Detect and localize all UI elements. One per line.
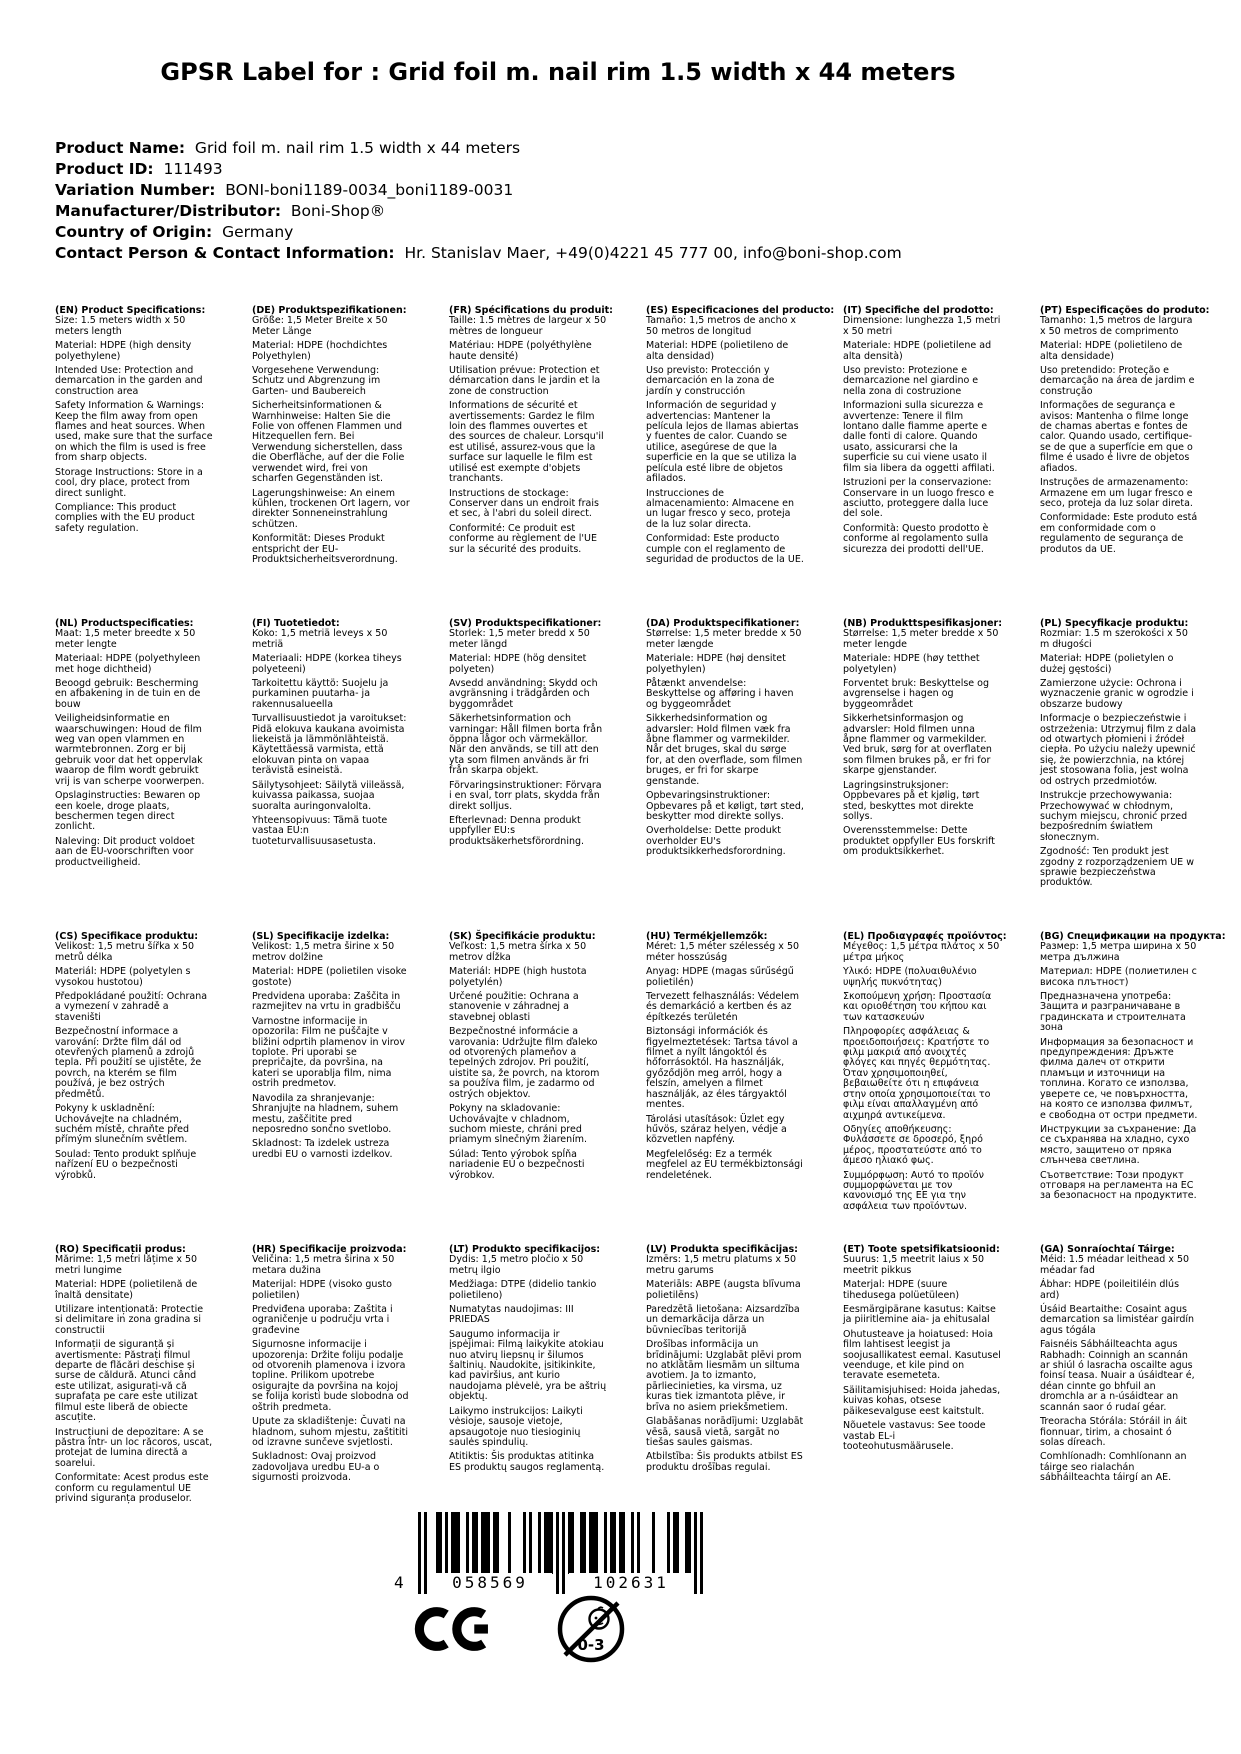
spec-paragraph: Material: HDPE (hög densitet polyeten) (449, 653, 587, 675)
spec-paragraph: Sikkerhetsinformasjon og advarsler: Hold filmen unna åpne flammer og varmekilder. Ved bruk, sørg for at overflaten som filmen brukes på, er fri for skarpe gjenstander. (843, 713, 992, 777)
spec-paragraph: Soulad: Tento produkt splňuje nařízení EU o bezpečnosti výrobků. (55, 1148, 197, 1181)
spec-heading-hr: (HR) Specifikacije proizvoda: (252, 1244, 407, 1255)
spec-paragraph: Påtænkt anvendelse: Beskyttelse og afføring i haven og byggeområdet (646, 678, 794, 710)
spec-paragraph: Súlad: Tento výrobok spĺňa nariadenie EÚ o bezpečnosti výrobkov. (449, 1148, 585, 1181)
product-info-line (55, 159, 902, 180)
spec-heading-bg: (BG) Спецификации на продукта: (1040, 931, 1226, 942)
spec-cell-nb (843, 619, 1001, 932)
product-info-line (55, 201, 902, 222)
spec-paragraph: Materiál: HDPE (polyetylen s vysokou hustotou) (55, 966, 191, 988)
spec-paragraph: Conformitate: Acest produs este conform cu regulamentul UE privind siguranța produselor. (55, 1472, 209, 1504)
spec-paragraph: Overholdelse: Dette produkt overholder EU's produktsikkerhedsforordning. (646, 825, 786, 858)
spec-paragraph: Informații de siguranță și avertismente: Păstrați filmul departe de flăcări deschise și surse de căldură. Atunci când este utilizat, asigurați-vă că suprafața pe care este utilizat filmul este liberă de obiecte ascuțite. (55, 1339, 198, 1424)
spec-paragraph: Tamanho: 1,5 metros de largura x 50 metros de comprimento (1040, 315, 1193, 337)
spec-paragraph: Tervezett felhasználás: Védelem és demarkáció a kertben és az építkezés területén (646, 991, 800, 1023)
spec-cell-hu (646, 932, 804, 1245)
spec-paragraph: Pokyny k uskladnění: Uchovávejte na chladném, suchém místě, chraňte před přímým slunečním světlem. (55, 1103, 189, 1146)
spec-paragraph: Matériau: HDPE (polyéthylène haute densité) (449, 340, 592, 362)
spec-paragraph: Materiale: HDPE (høy tetthet polyetylen) (843, 653, 980, 675)
product-info-label: Product Name: (55, 139, 186, 157)
spec-paragraph: Συμμόρφωση: Αυτό το προϊόν συμμορφώνεται με τον κανονισμό της ΕΕ για την ασφάλεια των προϊόντων. (843, 1169, 984, 1212)
spec-paragraph: Съответствие: Този продукт отговаря на регламента на ЕС за безопасност на продуктите. (1040, 1169, 1197, 1202)
spec-paragraph: Veľkost: 1,5 metra šírka x 50 metrov dĺžka (449, 941, 587, 963)
spec-paragraph: Предназначена употреба: Защита и разграничаване в градинската и строителната зона (1040, 991, 1186, 1034)
spec-paragraph: Dimensione: lunghezza 1,5 metri x 50 metri (843, 315, 1001, 337)
product-info-label: Contact Person & Contact Information: (55, 244, 395, 262)
spec-paragraph: Sikkerhedsinformation og advarsler: Hold filmen væk fra åbne flammer og varmekilder. Når det bruges, skal du sørge for, at den overflade, som filmen bruges, er fri for skarpe genstande. (646, 713, 803, 787)
spec-paragraph: Størrelse: 1,5 meter bredde x 50 meter længde (646, 628, 802, 650)
spec-paragraph: Οδηγίες αποθήκευσης: Φυλάσσετε σε δροσερό, ξηρό μέρος, προστατεύστε από το άμεσο ηλιακό φως. (843, 1123, 983, 1167)
spec-heading-fi: (FI) Tuotetiedot: (252, 618, 340, 629)
product-info-line (55, 222, 902, 243)
spec-paragraph: Material: HDPE (high density polyethylene) (55, 340, 192, 362)
spec-paragraph: Utilizare intenționată: Protectie si delimitare in zona gradina si constructii (55, 1304, 204, 1336)
spec-paragraph: Bezpečnostní informace a varování: Držte film dál od otevřených plamenů a zdrojů tepla. Při použití se ujistěte, že povrch, na kterém se film používá, je bez ostrých předmětů. (55, 1026, 202, 1100)
spec-paragraph: Sigurnosne informacije i upozorenja: Držite foliju podalje od otvorenih plamenova i izvora topline. Prilikom upotrebe osigurajte da površina na kojoj se folija koristi bude slobodna od oštrih predmeta. (252, 1339, 409, 1413)
spec-paragraph: Pokyny na skladovanie: Uchovávajte v chladnom, suchom mieste, chráni pred priamym slnečným žiarením. (449, 1103, 588, 1146)
spec-paragraph: Varnostne informacije in opozorila: Film ne puščajte v bližini odprtih plamenov in virov toplote. Pri uporabi se prepričajte, da površina, na kateri se uporablja film, nima ostrih predmetov. (252, 1015, 405, 1090)
spec-cell-el (843, 931, 1007, 1245)
spec-paragraph: Instrucciones de almacenamiento: Almacene en un lugar fresco y seco, proteja de la luz solar directa. (646, 487, 794, 530)
ean-barcode (394, 1512, 703, 1596)
spec-paragraph: Eesmärgipärane kasutus: Kaitse ja piiritlemine aia- ja ehitusalal (843, 1304, 996, 1326)
spec-cell-pt (1040, 305, 1210, 619)
spec-paragraph: Informations de sécurité et avertissements: Gardez le film loin des flammes ouvertes et des sources de chaleur. Lorsqu'il est utilisé, assurez-vous que la surface sur laquelle le film est utilisé est exempte d'objets tranchants. (449, 400, 604, 485)
spec-paragraph: Tárolási utasítások: Üzlet egy hűvös, száraz helyen, védje a közvetlen napfény. (646, 1113, 787, 1146)
spec-cell-es (646, 305, 835, 619)
spec-paragraph: Anyag: HDPE (magas sűrűségű polietilén) (646, 966, 794, 988)
spec-paragraph: Tamaño: 1,5 metros de ancho x 50 metros de longitud (646, 315, 797, 337)
spec-paragraph: Avsedd användning: Skydd och avgränsning i trädgården och byggområdet (449, 678, 598, 710)
spec-heading-nb: (NB) Produkttspesifikasjoner: (843, 618, 1003, 629)
spec-heading-es: (ES) Especificaciones del producto: (646, 305, 835, 316)
spec-paragraph: Πληροφορίες ασφάλειας & προειδοποιήσεις: Κρατήστε το φιλμ μακριά από ανοιχτές φλόγες και πηγές θερμότητας. Όταν χρησιμοποιηθεί, βεβαιωθείτε ότι η επιφάνεια στην οποία χρησιμοποιείται το φιλμ είναι απαλλαγμένη από αιχμηρά αντικείμενα. (843, 1026, 991, 1121)
spec-paragraph: Storlek: 1,5 meter bredd x 50 meter längd (449, 628, 590, 650)
product-info-line (55, 138, 902, 159)
spec-paragraph: Material: HDPE (polietilenă de înaltă densitate) (55, 1279, 198, 1301)
product-info (55, 138, 902, 264)
spec-heading-nl: (NL) Productspecificaties: (55, 618, 194, 629)
spec-cell-cs (55, 932, 213, 1245)
spec-paragraph: Overensstemmelse: Dette produktet oppfyller EUs forskrift om produktsikkerhet. (843, 825, 996, 858)
spec-paragraph: Koko: 1,5 metriä leveys x 50 metriä (252, 628, 388, 650)
spec-paragraph: Saugumo informacija ir įspėjimai: Filmą laikykite atokiau nuo atvirų liepsnų ir šilumos šaltinių. Naudokite, įsitikinkite, kad paviršius, ant kurio naudojama plėvelė, yra be aštrių objektų. (449, 1328, 607, 1403)
spec-paragraph: Efterlevnad: Denna produkt uppfyller EU:s produktsäkerhetsförordning. (449, 814, 585, 847)
spec-cell-sk (449, 932, 607, 1245)
spec-paragraph: Σκοπούμενη χρήση: Προστασία και οριοθέτηση του κήπου και των κατασκευών (843, 991, 992, 1023)
spec-paragraph: Uso previsto: Protección y demarcación en la zona de jardín y construcción (646, 365, 775, 397)
spec-paragraph: Instrukcje przechowywania: Przechowywać w chłodnym, suchym miejscu, chronić przed bezpośrednim światłem słonecznym. (1040, 790, 1188, 843)
spec-paragraph: Materjal: HDPE (suure tihedusega polüetüleen) (843, 1279, 960, 1301)
product-info-value: BONI-boni1189-0034_boni1189-0031 (215, 181, 514, 199)
spec-heading-ro: (RO) Specificații produs: (55, 1244, 186, 1255)
spec-paragraph: Materiale: HDPE (polietilene ad alta densità) (843, 340, 992, 362)
spec-paragraph: Materiale: HDPE (høj densitet polyethylen) (646, 653, 786, 675)
spec-paragraph: Numatytas naudojimas: III PRIEDAS (449, 1304, 574, 1326)
spec-heading-sl: (SL) Specifikacije izdelka: (252, 931, 390, 942)
spec-cell-pl (1040, 619, 1198, 932)
spec-paragraph: Størrelse: 1,5 meter bredde x 50 meter lengde (843, 628, 999, 650)
spec-paragraph: Materiál: HDPE (high hustota polyetylén) (449, 966, 587, 988)
spec-paragraph: Velikost: 1,5 metra širine x 50 metrov dolžine (252, 941, 395, 963)
specs-grid (55, 305, 1226, 1558)
spec-paragraph: Tarkoitettu käyttö: Suojelu ja purkaminen puutarha- ja rakennusalueella (252, 678, 389, 710)
barcode-left-digits: 058569 (428, 1573, 552, 1592)
product-info-value: 111493 (153, 160, 223, 178)
spec-paragraph: Uso pretendido: Proteção e demarcação na área de jardim e construção (1040, 365, 1195, 397)
spec-paragraph: Méid: 1.5 méadar leithead x 50 méadar fad (1040, 1254, 1190, 1276)
spec-paragraph: Intended Use: Protection and demarcation in the garden and construction area (55, 365, 203, 397)
spec-paragraph: Conformità: Questo prodotto è conforme al regolamento sulla sicurezza dei prodotti dell'UE. (843, 522, 989, 555)
spec-paragraph: Skladnost: Ta izdelek ustreza uredbi EU o varnosti izdelkov. (252, 1138, 393, 1160)
spec-paragraph: Suurus: 1,5 meetrit laius x 50 meetrit pikkus (843, 1254, 985, 1276)
product-info-label: Product ID: (55, 160, 154, 178)
spec-cell-it (843, 306, 1001, 619)
spec-paragraph: Zamierzone użycie: Ochrona i wyznaczenie granic w ogrodzie i obszarze budowy (1040, 678, 1194, 710)
spec-paragraph: Predvidena uporaba: Zaščita in razmejitev na vrtu in gradbišču (252, 991, 401, 1013)
spec-cell-ga (1040, 1245, 1198, 1558)
spec-paragraph: Comhlíonadh: Comhlíonann an táirge seo rialachán sábháilteachta táirgí an AE. (1040, 1451, 1187, 1484)
spec-heading-hu: (HU) Termékjellemzők: (646, 931, 768, 942)
spec-paragraph: Ohutusteave ja hoiatused: Hoia film lahtisest leegist ja soojusallikatest eemal. Kasutusel veenduge, et kile pind on teravate esemeteta. (843, 1328, 1001, 1382)
spec-heading-sv: (SV) Produktspecifikationer: (449, 618, 602, 629)
spec-paragraph: Turvallisuustiedot ja varoitukset: Pidä elokuva kaukana avoimista liekeistä ja lämmönlähteistä. Käytettäessä varmista, että elokuvan pinta on vapaa terävistä esineistä. (252, 713, 407, 777)
product-info-value: Hr. Stanislav Maer, +49(0)4221 45 777 00, info@boni-shop.com (394, 244, 902, 262)
spec-paragraph: Материал: HDPE (полиетилен с висока плътност) (1040, 966, 1197, 988)
spec-paragraph: Beoogd gebruik: Bescherming en afbakening in de tuin en de bouw (55, 678, 201, 710)
spec-paragraph: Informazioni sulla sicurezza e avvertenze: Tenere il film lontano dalle fiamme aperte e dalle fonti di calore. Quando usato, assicurarsi che la superficie su cui viene usato il film sia libera da oggetti affilati. (843, 400, 995, 474)
product-info-value: Grid foil m. nail rim 1.5 width x 44 meters (185, 139, 521, 157)
barcode-bar (700, 1512, 703, 1594)
spec-paragraph: Yhteensopivuus: Tämä tuote vastaa EU:n tuoteturvallisuusasetusta. (252, 814, 388, 847)
product-info-line (55, 243, 902, 264)
spec-paragraph: Информация за безопасност и предупреждения: Дръжте филма далеч от открити пламъци и източници на топлина. Когато се използва, уверете се, че повърхността, на която се използва филмът, е свободна от остри предмети. (1040, 1036, 1198, 1121)
spec-heading-de: (DE) Produktspezifikationen: (252, 305, 407, 316)
spec-paragraph: Lagringsinstruksjoner: Oppbevares på et kjølig, tørt sted, beskyttes mot direkte sollys. (843, 779, 980, 822)
spec-paragraph: Safety Information & Warnings: Keep the film away from open flames and heat sources. When used, make sure that the surface on which the film is used is free from sharp objects. (55, 400, 213, 464)
spec-paragraph: Ábhar: HDPE (poileitiléin dlús ard) (1040, 1279, 1180, 1301)
spec-paragraph: Veličina: 1,5 metra širina x 50 metara dužina (252, 1254, 395, 1276)
spec-paragraph: Drošības informācija un brīdinājumi: Uzglabāt plēvi prom no atklātām liesmām un siltuma avotiem. Ja to izmanto, pārliecinieties, ka virsma, uz kuras tiek izmantota plēve, ir brīva no asiem priekšmetiem. (646, 1339, 802, 1413)
spec-paragraph: Materiāls: ABPE (augsta blīvuma polietilēns) (646, 1279, 801, 1301)
spec-paragraph: Инструкции за съхранение: Да се съхранява на хладно, сухо място, защитено от пряка слънчева светлина. (1040, 1123, 1197, 1167)
spec-paragraph: Säilitamisjuhised: Hoida jahedas, kuivas kohas, otsese päikesevalguse eest kaitstult. (843, 1384, 1001, 1417)
product-info-line (55, 180, 902, 201)
spec-paragraph: Размер: 1,5 метра ширина x 50 метра дължина (1040, 941, 1197, 963)
spec-paragraph: Material: HDPE (polietileno de alta densidad) (646, 340, 789, 362)
spec-paragraph: Utilisation prévue: Protection et démarcation dans le jardin et la zone de construction (449, 365, 601, 397)
spec-heading-en: (EN) Product Specifications: (55, 305, 206, 316)
spec-paragraph: Předpokládané použití: Ochrana a vymezení v zahradě a staveništi (55, 991, 208, 1023)
spec-paragraph: Förvaringsinstruktioner: Förvara i en sval, torr plats, skydda från direkt solljus. (449, 779, 602, 812)
spec-paragraph: Größe: 1,5 Meter Breite x 50 Meter Länge (252, 315, 388, 337)
spec-paragraph: Predviđena uporaba: Zaštita i ograničenje u području vrta i građevine (252, 1304, 393, 1336)
spec-paragraph: Υλικό: HDPE (πολυαιθυλένιο υψηλής πυκνότητας) (843, 966, 977, 988)
spec-paragraph: Dydis: 1,5 metro pločio x 50 metrų ilgio (449, 1254, 584, 1276)
spec-paragraph: Lagerungshinweise: An einem kühlen, trockenen Ort lagern, vor direkter Sonneneinstrahlung schützen. (252, 487, 410, 530)
spec-paragraph: Conformidad: Este producto cumple con el reglamento de seguridad de productos de la UE. (646, 533, 804, 565)
spec-heading-cs: (CS) Specifikace produktu: (55, 931, 199, 942)
spec-paragraph: Sicherheitsinformationen & Warnhinweise: Halten Sie die Folie von offenen Flammen und Hitzequellen fern. Bei Verwendung sicherstellen, dass die Oberfläche, auf der die Folie verwendet wird, frei von scharfen Gegenständen ist. (252, 400, 405, 485)
spec-heading-pl: (PL) Specyfikacje produktu: (1040, 618, 1189, 629)
spec-cell-fi (252, 619, 410, 932)
spec-heading-lv: (LV) Produkta specifikācijas: (646, 1244, 798, 1255)
spec-paragraph: Informacje o bezpieczeństwie i ostrzeżenia: Utrzymuj film z dala od otwartych płomieni i źródeł ciepła. Po użyciu należy upewnić się, że powierzchnia, na której jest stosowana folia, jest wolna od ostrych przedmiotów. (1040, 713, 1197, 787)
spec-paragraph: Opslaginstructies: Bewaren op een koele, droge plaats, beschermen tegen direct zonlicht. (55, 790, 201, 833)
spec-paragraph: Materiaal: HDPE (polyethyleen met hoge dichtheid) (55, 653, 201, 675)
spec-paragraph: Veiligheidsinformatie en waarschuwingen: Houd de film weg van open vlammen en warmtebronnen. Zorg er bij gebruik voor dat het oppervlak waarop de film wordt gebruikt vrij is van scherpe voorwerpen. (55, 713, 205, 787)
spec-paragraph: Säilytysohjeet: Säilytä viileässä, kuivassa paikassa, suojaa suoralta auringonvalolta. (252, 779, 405, 812)
product-info-label: Country of Origin: (55, 223, 213, 241)
spec-heading-da: (DA) Produktspecifikationer: (646, 618, 800, 629)
spec-paragraph: Vorgesehene Verwendung: Schutz und Abgrenzung im Garten- und Baubereich (252, 365, 381, 397)
spec-paragraph: Velikost: 1,5 metru šířka x 50 metrů délka (55, 941, 195, 963)
spec-paragraph: Upute za skladištenje: Čuvati na hladnom, suhom mjestu, zaštititi od izravne sunčeve svjetlosti. (252, 1416, 409, 1448)
spec-paragraph: Bezpečnostné informácie a varovania: Udržujte film ďaleko od otvorených plameňov a tepelných zdrojov. Pri použití, uistite sa, že povrch, na ktorom sa používa film, je zadarmo od ostrých objektov. (449, 1026, 600, 1100)
spec-paragraph: Faisnéis Sábháilteachta agus Rabhadh: Coinnigh an scannán ar shiúl ó lasracha oscailte agus foinsí teasa. Nuair a úsáidtear é, déan cinnte go bhfuil an dromchla ar a n-úsáidtear an scannán saor ó rudaí géar. (1040, 1339, 1195, 1413)
spec-paragraph: Informações de segurança e avisos: Mantenha o filme longe de chamas abertas e fontes de calor. Quando usado, certifique-se de que a superfície em que o filme é usado é livre de objetos afiados. (1040, 400, 1193, 474)
spec-cell-et (843, 1245, 1001, 1558)
spec-paragraph: Materiaali: HDPE (korkea tiheys polyeteeni) (252, 653, 402, 675)
spec-paragraph: Konformität: Dieses Produkt entspricht der EU-Produktsicherheitsverordnung. (252, 533, 398, 565)
spec-heading-sk: (SK) Špecifikácie produktu: (449, 931, 596, 942)
age-warning-0-3-icon (554, 1592, 628, 1672)
spec-paragraph: Atitiktis: Šis produktas atitinka ES produktų saugos reglamentą. (449, 1451, 605, 1473)
spec-paragraph: Opbevaringsinstruktioner: Opbevares på et køligt, tørt sted, beskytter mod direkte sollys. (646, 790, 804, 822)
spec-paragraph: Mărime: 1,5 metri lățime x 50 metri lungime (55, 1254, 198, 1276)
spec-paragraph: Glabāšanas norādījumi: Uzglabāt vēsā, sausā vietā, sargāt no tiešas saules gaismas. (646, 1416, 804, 1448)
barcode-right-digits: 102631 (569, 1573, 693, 1592)
spec-paragraph: Material: HDPE (hochdichtes Polyethylen) (252, 340, 388, 362)
spec-cell-de (252, 306, 410, 619)
spec-paragraph: Storage Instructions: Store in a cool, dry place, protect from direct sunlight. (55, 466, 203, 499)
spec-paragraph: Material: HDPE (polietileno de alta densidade) (1040, 340, 1183, 362)
spec-heading-ga: (GA) Sonraíochtaí Táirge: (1040, 1244, 1175, 1255)
spec-paragraph: Megfelelőség: Ez a termék megfelel az EU termékbiztonsági rendeletének. (646, 1148, 803, 1181)
spec-cell-ro (55, 1245, 213, 1558)
spec-paragraph: Instruções de armazenamento: Armazene em um lugar fresco e seco, proteja da luz solar direta. (1040, 477, 1193, 509)
ce-mark-icon (414, 1606, 498, 1654)
spec-paragraph: Conformité: Ce produit est conforme au règlement de l'UE sur la sécurité des produits. (449, 522, 597, 555)
product-info-value: Germany (212, 223, 294, 241)
spec-paragraph: Material: HDPE (polietilen visoke gostote) (252, 966, 407, 988)
spec-paragraph: Información de seguridad y advertencias: Mantener la película lejos de llamas abiertas y fuentes de calor. Cuando se utilice, asegúrese de que la superficie en la que se utiliza la película esté libre de objetos afilados. (646, 400, 799, 485)
spec-paragraph: Úsáid Beartaithe: Cosaint agus demarcation sa limistéar gairdín agus tógála (1040, 1304, 1195, 1336)
spec-paragraph: Méret: 1,5 méter szélesség x 50 méter hosszúság (646, 941, 800, 963)
spec-paragraph: Instrucțiuni de depozitare: A se păstra într- un loc răcoros, uscat, protejat de lumina directă a soarelui. (55, 1426, 213, 1469)
spec-paragraph: Zgodność: Ten produkt jest zgodny z rozporządzeniem UE w sprawie bezpieczeństwa produktów. (1040, 846, 1194, 889)
spec-paragraph: Sukladnost: Ovaj proizvod zadovoljava uredbu EU-a o sigurnosti proizvoda. (252, 1451, 380, 1484)
spec-cell-bg (1040, 931, 1226, 1245)
spec-paragraph: Μέγεθος: 1,5 μέτρα πλάτος x 50 μέτρα μήκος (843, 941, 1000, 963)
spec-cell-fr (449, 305, 613, 619)
spec-paragraph: Navodila za shranjevanje: Shranjujte na hladnem, suhem mestu, zaščitite pred neposredno sončno svetlobo. (252, 1092, 399, 1135)
spec-paragraph: Taille: 1.5 mètres de largeur x 50 mètres de longueur (449, 315, 607, 337)
spec-paragraph: Säkerhetsinformation och varningar: Håll filmen borta från öppna lågor och värmekällor. När den används, se till att den yta som filmen används är fri från skarpa objekt. (449, 713, 603, 777)
spec-cell-sl (252, 932, 410, 1245)
spec-paragraph: Istruzioni per la conservazione: Conservare in un luogo fresco e asciutto, proteggere dalla luce del sole. (843, 477, 994, 520)
barcode-first-digit: 4 (394, 1573, 404, 1592)
spec-paragraph: Izmērs: 1,5 metru platums x 50 metru garums (646, 1254, 797, 1276)
spec-cell-sv (449, 619, 607, 932)
spec-cell-nl (55, 619, 213, 932)
spec-paragraph: Určené použitie: Ochrana a stanovenie v záhradnej a stavebnej oblasti (449, 991, 579, 1023)
spec-paragraph: Laikymo instrukcijos: Laikyti vėsioje, sausoje vietoje, apsaugotoje nuo tiesioginių saulės spindulių. (449, 1405, 583, 1448)
spec-paragraph: Uso previsto: Protezione e demarcazione nel giardino e nella zona di costruzione (843, 365, 979, 397)
product-info-value: Boni-Shop® (281, 202, 386, 220)
spec-paragraph: Materiał: HDPE (polietylen o dużej gęstości) (1040, 653, 1174, 675)
spec-heading-lt: (LT) Produkto specifikacijos: (449, 1244, 601, 1255)
spec-paragraph: Conformidade: Este produto está em conformidade com o regulamento de segurança de produtos da UE. (1040, 512, 1198, 555)
spec-paragraph: Rozmiar: 1.5 m szerokości x 50 m długości (1040, 628, 1188, 650)
spec-paragraph: Biztonsági információk és figyelmeztetések: Tartsa távol a filmet a nyílt lángoktól és hőforrásoktól. Ha használják, győződjön meg arról, hogy a felszín, amelyen a filmet használják, az éles tárgyaktól mentes. (646, 1026, 798, 1111)
spec-paragraph: Naleving: Dit product voldoet aan de EU-voorschriften voor productveiligheid. (55, 835, 195, 868)
spec-heading-et: (ET) Toote spetsifikatsioonid: (843, 1244, 1000, 1255)
spec-paragraph: Compliance: This product complies with the EU product safety regulation. (55, 501, 195, 534)
spec-paragraph: Atbilstība: Šis produkts atbilst ES produktu drošības regulai. (646, 1451, 803, 1473)
product-info-label: Manufacturer/Distributor: (55, 202, 282, 220)
spec-paragraph: Medžiaga: DTPE (didelio tankio polietileno) (449, 1279, 597, 1301)
page-title: GPSR Label for : Grid foil m. nail rim 1.5 width x 44 meters (160, 58, 956, 86)
spec-paragraph: Nõuetele vastavus: See toode vastab EL-i tooteohutusmäärusele. (843, 1420, 986, 1452)
spec-paragraph: Treoracha Stórála: Stóráil in áit fionnuar, tirim, a chosaint ó solas díreach. (1040, 1416, 1188, 1448)
age-warning-label: 0-3 (577, 1636, 605, 1654)
spec-paragraph: Paredzētā lietošana: Aizsardzība un demarkācija dārza un būvniecības teritorijā (646, 1304, 800, 1336)
spec-cell-hr (252, 1245, 410, 1558)
spec-heading-el: (EL) Προδιαγραφές προϊόντος: (843, 931, 1007, 942)
spec-paragraph: Size: 1.5 meters width x 50 meters length (55, 315, 186, 337)
spec-paragraph: Instructions de stockage: Conserver dans un endroit frais et sec, à l'abri du soleil direct. (449, 487, 599, 520)
spec-cell-da (646, 619, 804, 932)
spec-paragraph: Maat: 1,5 meter breedte x 50 meter lengte (55, 628, 196, 650)
product-info-label: Variation Number: (55, 181, 216, 199)
spec-heading-fr: (FR) Spécifications du produit: (449, 305, 613, 316)
spec-cell-en (55, 306, 213, 619)
spec-heading-pt: (PT) Especificações do produto: (1040, 305, 1210, 316)
spec-paragraph: Materijal: HDPE (visoko gusto polietilen) (252, 1279, 392, 1301)
spec-heading-it: (IT) Specifiche del prodotto: (843, 305, 994, 316)
spec-paragraph: Forventet bruk: Beskyttelse og avgrenselse i hagen og byggeområdet (843, 678, 990, 710)
